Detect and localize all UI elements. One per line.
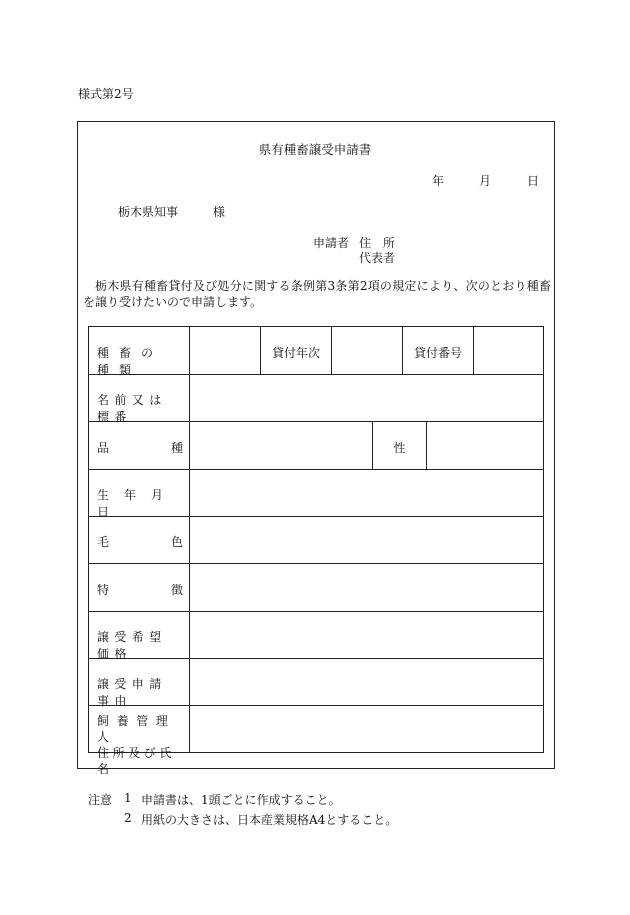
- coat-color-label-b: 色: [170, 535, 183, 549]
- date-year-label: 年: [432, 174, 445, 188]
- applicant-label: 申請者: [313, 236, 350, 250]
- note-1-number: 1: [124, 791, 132, 805]
- addressee: 栃木県知事: [118, 205, 179, 219]
- birth-date-label: [97, 486, 183, 520]
- features-label-a: 特: [97, 583, 110, 597]
- loan-year-label: 貸付年次: [271, 346, 320, 360]
- desired-price-label: [97, 628, 183, 662]
- livestock-table: [88, 326, 544, 776]
- date-day-label: 日: [527, 174, 540, 188]
- breed-label: [97, 439, 183, 456]
- desired-price-label-text: 譲受希望価格: [97, 630, 167, 661]
- representative-label: 代表者: [359, 251, 396, 265]
- name-or-tag-label: [97, 391, 183, 425]
- date-month-label: 月: [479, 174, 492, 188]
- features-label-b: 徴: [170, 583, 183, 597]
- sex-label: 性: [393, 441, 406, 455]
- coat-color-label: [97, 533, 183, 550]
- request-reason-label: [97, 675, 183, 709]
- caretaker-label-line1: 飼養管理人: [97, 714, 176, 744]
- form-title: 県有種畜譲受申請書: [258, 142, 372, 157]
- request-reason-label-text: 譲受申請事由: [97, 677, 167, 708]
- form-number: 様式第2号: [78, 87, 134, 101]
- note-1-text: 申請書は、1頭ごとに作成すること。: [141, 793, 341, 807]
- coat-color-label-a: 毛: [97, 535, 110, 549]
- birth-date-label-text: 生年月日: [97, 488, 179, 519]
- livestock-type-label-text: 種畜の種類: [97, 346, 164, 377]
- breed-label-a: 品: [97, 441, 110, 455]
- notes-heading: 注意: [88, 793, 113, 807]
- livestock-type-label: [97, 344, 183, 378]
- caretaker-label-line2: 住所及び氏名: [97, 746, 176, 776]
- breed-label-b: 種: [170, 441, 183, 455]
- caretaker-label: [97, 713, 183, 777]
- loan-number-label: 貸付番号: [413, 346, 462, 360]
- name-or-tag-label-text: 名前又は標番: [97, 393, 167, 424]
- honorific: 様: [213, 205, 226, 219]
- note-2-number: 2: [124, 811, 132, 825]
- address-label: 住 所: [359, 236, 399, 250]
- features-label: [97, 581, 183, 598]
- note-2-text: 用紙の大きさは、日本産業規格A4とすること。: [141, 813, 398, 827]
- application-statement: 栃木県有種畜貸付及び処分に関する条例第3条第2項の規定により、次のとおり種畜を譲り受けたいので申請します。: [83, 279, 551, 309]
